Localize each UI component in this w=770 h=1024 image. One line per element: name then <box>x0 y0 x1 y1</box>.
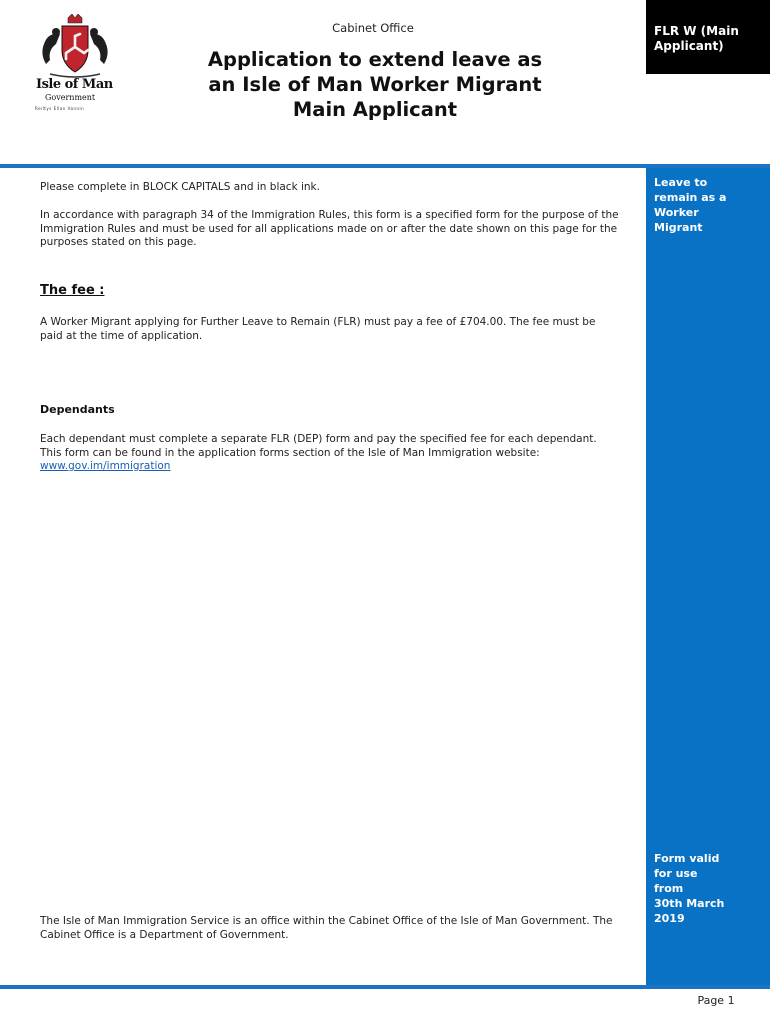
page-number: Page 1 <box>697 994 735 1007</box>
sidebar-bottom-line: 2019 <box>654 912 685 925</box>
sidebar-validity <box>654 851 764 926</box>
sidebar-top-line: Worker <box>654 206 699 219</box>
sidebar-bottom-line: 30th March <box>654 897 725 910</box>
sidebar-bottom-line: from <box>654 882 684 895</box>
dependants-text: Each dependant must complete a separate FLR (DEP) form and pay the specified fee for each dependant. This form can be found in the application forms section of the Isle of Man Immigration website: <box>40 433 597 459</box>
dependants-heading: Dependants <box>40 403 115 416</box>
intro-instruction: Please complete in BLOCK CAPITALS and in black ink. <box>40 181 320 193</box>
immigration-website-link[interactable]: www.gov.im/immigration <box>40 460 171 472</box>
form-title <box>180 47 570 122</box>
title-line-1: Application to extend leave as <box>207 48 543 71</box>
fee-paragraph: A Worker Migrant applying for Further Leave to Remain (FLR) must pay a fee of £704.00. The fee must be paid at the time of application. <box>40 316 596 342</box>
sidebar-bottom-line: for use <box>654 867 698 880</box>
sidebar-top-line: Leave to <box>654 176 708 189</box>
dependants-paragraph <box>40 433 620 474</box>
bottom-divider <box>0 985 770 989</box>
footer-note: The Isle of Man Immigration Service is an office within the Cabinet Office of the Isle of Man Government. The Cabinet Office is a Department of Government. <box>40 915 613 941</box>
rules-paragraph: In accordance with paragraph 34 of the Immigration Rules, this form is a specified form for the purpose of the Immigration Rules and must be used for all applications made on or after the date shown on this page for the purposes stated on this page. <box>40 209 619 248</box>
logo-tagline: Reiltys Ellan Vannin <box>35 106 85 111</box>
logo-name: Isle of Man <box>36 77 113 92</box>
title-line-2: an Isle of Man Worker Migrant <box>208 73 542 96</box>
form-code-label <box>654 24 766 54</box>
department-name: Cabinet Office <box>332 21 414 35</box>
sidebar-top-line: Migrant <box>654 221 703 234</box>
blue-sidebar <box>646 168 770 985</box>
form-code-line-1: FLR W (Main <box>654 24 739 38</box>
title-line-3: Main Applicant <box>292 98 458 121</box>
form-code-box <box>646 0 770 74</box>
sidebar-top-line: remain as a <box>654 191 727 204</box>
sidebar-bottom-line: Form valid <box>654 852 720 865</box>
sidebar-form-type <box>654 175 764 235</box>
form-code-line-2: Applicant) <box>654 39 724 53</box>
coat-of-arms-icon <box>30 14 120 80</box>
government-crest <box>30 14 120 118</box>
fee-heading: The fee : <box>40 283 105 298</box>
logo-subtitle: Government <box>45 93 96 102</box>
